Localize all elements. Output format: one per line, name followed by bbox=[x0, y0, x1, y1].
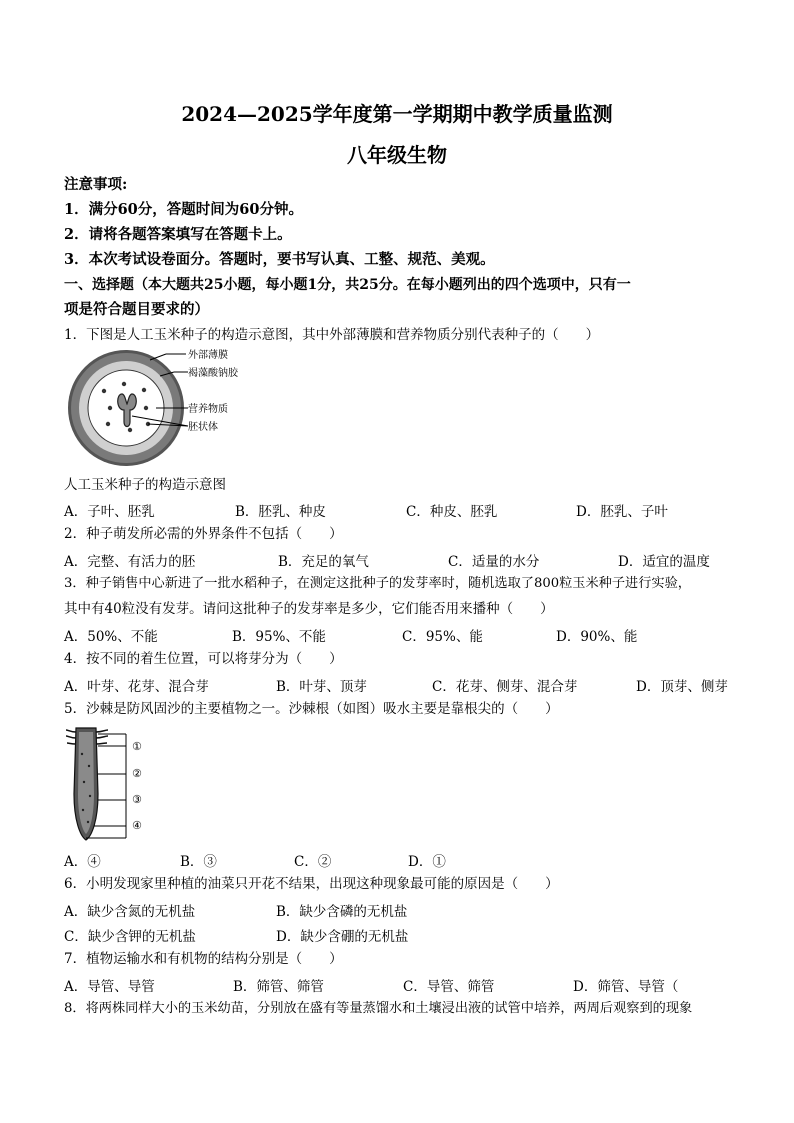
question-3-option-c: C．95%、能 bbox=[402, 629, 483, 645]
question-1-option-c: C．种皮、胚乳 bbox=[406, 504, 498, 520]
question-1-option-b: B．胚乳、种皮 bbox=[235, 504, 326, 520]
question-1-option-d: D．胚乳、子叶 bbox=[576, 504, 668, 520]
question-6-option-c: C．缺少含钾的无机盐 bbox=[64, 929, 196, 945]
question-5-stem: 5．沙棘是防风固沙的主要植物之一。沙棘根（如图）吸水主要是靠根尖的（ ） bbox=[64, 701, 559, 717]
root-label-1: ① bbox=[132, 740, 142, 753]
question-7-option-c: C．导管、筛管 bbox=[403, 979, 495, 995]
question-6-option-d: D．缺少含硼的无机盐 bbox=[276, 929, 409, 945]
note-item-1: 1．满分60分，答题时间为60分钟。 bbox=[64, 201, 303, 218]
root-label-2: ② bbox=[132, 767, 142, 780]
question-3-option-b: B．95%、不能 bbox=[232, 629, 326, 645]
note-item-3: 3．本次考试设卷面分。答题时，要书写认真、工整、规范、美观。 bbox=[64, 251, 495, 268]
question-3-stem-continued: 其中有40粒没有发芽。请问这批种子的发芽率是多少，它们能否用来播种（ ） bbox=[64, 601, 554, 617]
question-4-option-a: A．叶芽、花芽、混合芽 bbox=[64, 679, 209, 695]
question-5-option-c: C．② bbox=[294, 854, 332, 870]
notes-heading: 注意事项: bbox=[64, 176, 128, 193]
question-4-stem: 4．按不同的着生位置，可以将芽分为（ ） bbox=[64, 651, 343, 667]
question-7-option-b: B．筛管、筛管 bbox=[233, 979, 324, 995]
question-3-stem: 3．种子销售中心新进了一批水稻种子，在测定这批种子的发芽率时，随机选取了800粒玉米种子进行实验， bbox=[64, 576, 691, 591]
question-6-option-a: A．缺少含氮的无机盐 bbox=[64, 904, 196, 920]
figure1-label-gel: 褐藻酸钠胶 bbox=[188, 368, 238, 379]
question-6-stem: 6．小明发现家里种植的油菜只开花不结果，出现这种现象最可能的原因是（ ） bbox=[64, 876, 559, 892]
seed-structure-figure bbox=[64, 346, 264, 471]
question-4-option-b: B．叶芽、顶芽 bbox=[276, 679, 367, 695]
question-4-option-d: D．顶芽、侧芽 bbox=[636, 679, 728, 695]
exam-subtitle: 八年级生物 bbox=[347, 143, 447, 167]
seed-structure-diagram bbox=[64, 346, 264, 471]
question-7-option-d: D．筛管、导管（ bbox=[573, 979, 679, 995]
question-1-option-a: A．子叶、胚乳 bbox=[64, 504, 155, 520]
question-5-option-b: B．③ bbox=[180, 854, 217, 870]
question-3-option-a: A．50%、不能 bbox=[64, 629, 158, 645]
question-2-option-c: C．适量的水分 bbox=[448, 554, 540, 570]
question-5-option-d: D．① bbox=[408, 854, 446, 870]
question-7-stem: 7．植物运输水和有机物的结构分别是（ ） bbox=[64, 951, 343, 967]
section1-heading-line2: 项是符合题目要求的） bbox=[64, 301, 209, 318]
question-7-option-a: A．导管、导管 bbox=[64, 979, 155, 995]
root-tip-figure bbox=[64, 724, 164, 846]
question-2-option-d: D．适宜的温度 bbox=[618, 554, 710, 570]
figure1-caption: 人工玉米种子的构造示意图 bbox=[64, 477, 226, 493]
question-8-stem: 8．将两株同样大小的玉米幼苗，分别放在盛有等量蒸馏水和土壤浸出液的试管中培养，两周后观察到的现象 bbox=[64, 1001, 693, 1016]
question-5-option-a: A．④ bbox=[64, 854, 101, 870]
question-4-option-c: C．花芽、侧芽、混合芽 bbox=[432, 679, 578, 695]
note-item-2: 2．请将各题答案填写在答题卡上。 bbox=[64, 226, 292, 243]
section1-heading-line1: 一、选择题（本大题共25小题，每小题1分，共25分。在每小题列出的四个选项中，只有一 bbox=[64, 277, 631, 293]
exam-title: 2024—2025学年度第一学期期中教学质量监测 bbox=[181, 102, 613, 126]
question-3-option-d: D．90%、能 bbox=[556, 629, 638, 645]
question-6-option-b: B．缺少含磷的无机盐 bbox=[276, 904, 408, 920]
figure1-label-membrane: 外部薄膜 bbox=[188, 350, 228, 361]
figure1-label-nutrient: 营养物质 bbox=[188, 404, 228, 415]
root-tip-diagram bbox=[64, 724, 164, 846]
figure1-label-embryoid: 胚状体 bbox=[188, 422, 218, 433]
question-2-stem: 2．种子萌发所必需的外界条件不包括（ ） bbox=[64, 526, 343, 542]
question-1-stem: 1．下图是人工玉米种子的构造示意图，其中外部薄膜和营养物质分别代表种子的（ ） bbox=[64, 327, 600, 343]
question-2-option-a: A．完整、有活力的胚 bbox=[64, 554, 196, 570]
root-label-3: ③ bbox=[132, 793, 142, 806]
question-2-option-b: B．充足的氧气 bbox=[278, 554, 369, 570]
root-label-4: ④ bbox=[132, 819, 142, 832]
